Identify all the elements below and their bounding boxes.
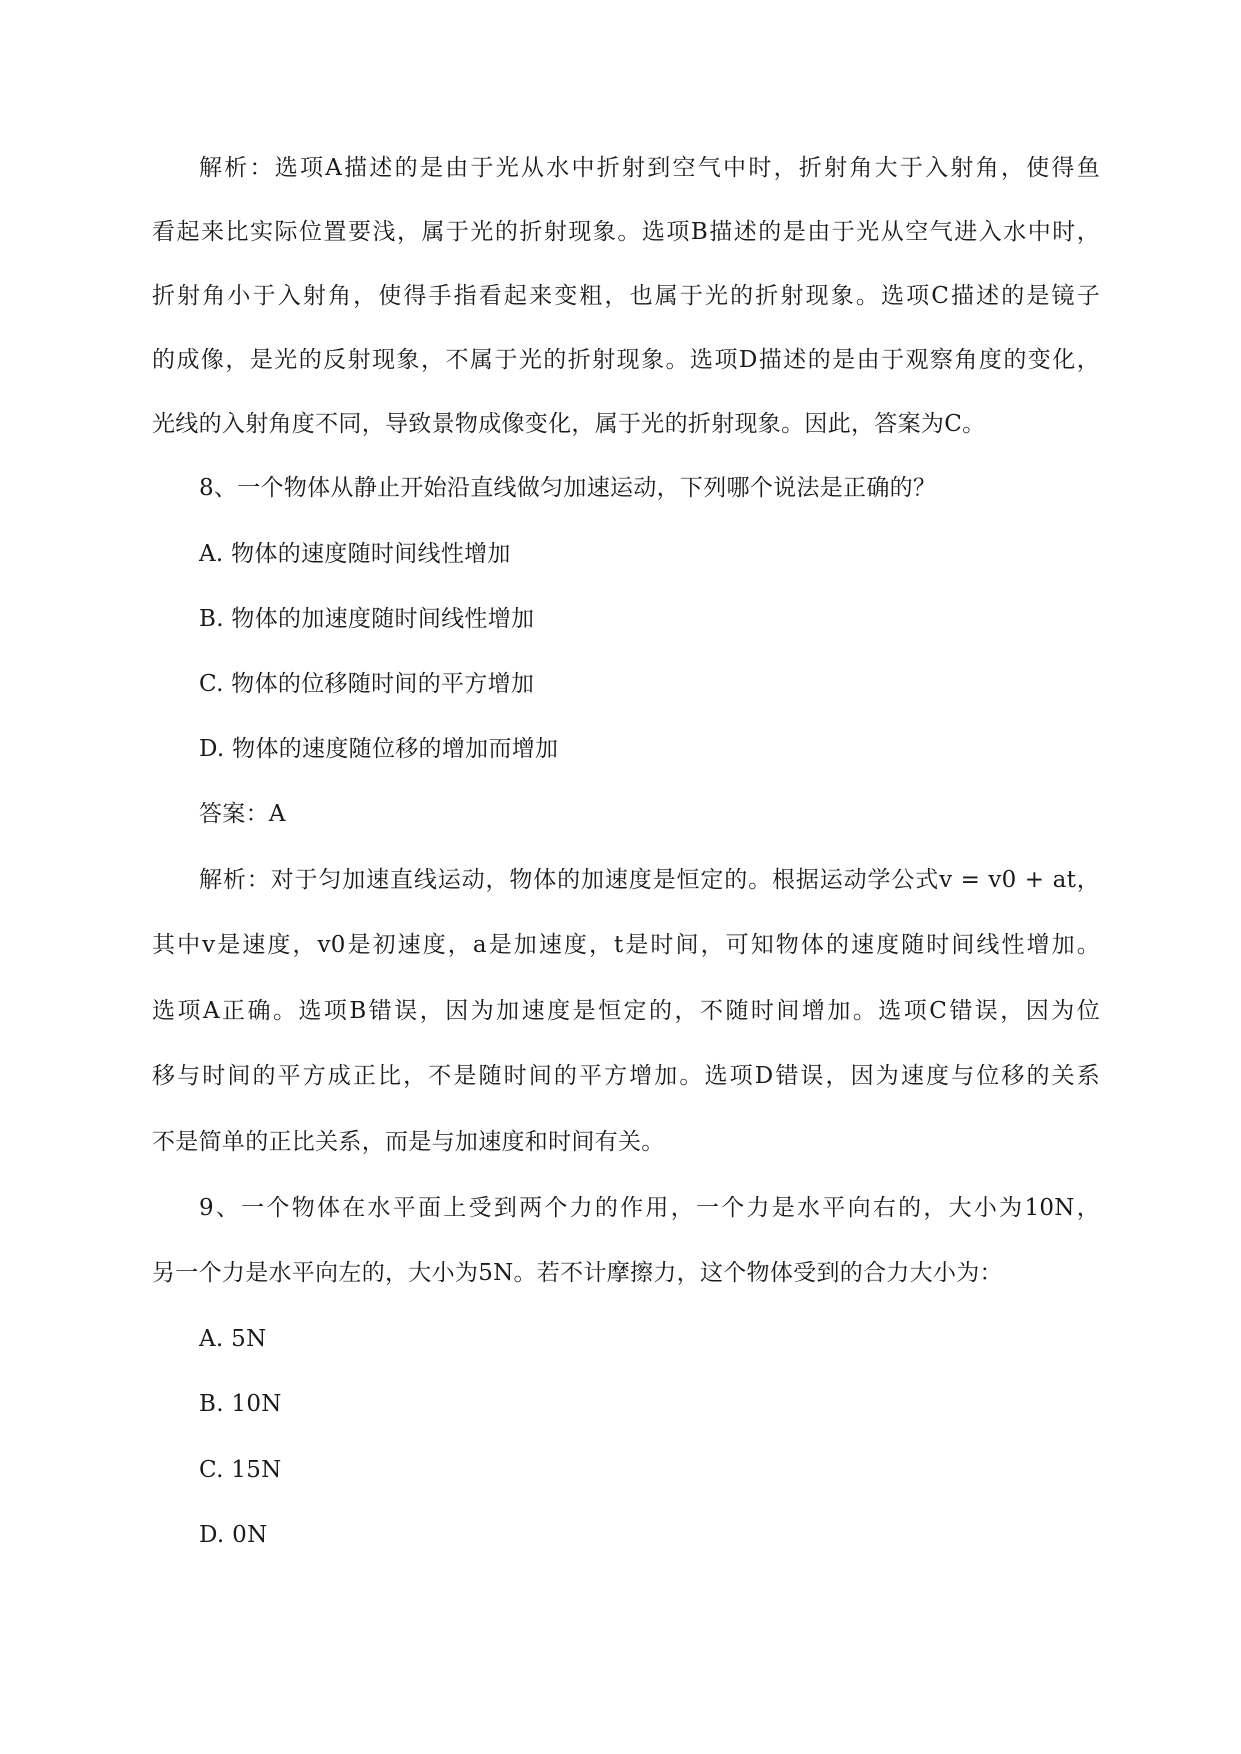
question-8-analysis-line-3: 选项A正确。选项B错误，因为加速度是恒定的，不随时间增加。选项C错误，因为位 xyxy=(152,998,1100,1024)
analysis-7-line-5: 光线的入射角度不同，导致景物成像变化，属于光的折射现象。因此，答案为C。 xyxy=(152,411,986,437)
question-8-analysis-line-2: 其中v是速度，v0是初速度，a是加速度，t是时间，可知物体的速度随时间线性增加。 xyxy=(152,932,1100,958)
analysis-7-line-3: 折射角小于入射角，使得手指看起来变粗，也属于光的折射现象。选项C描述的是镜子 xyxy=(152,283,1100,309)
question-8-analysis-line-1: 解析：对于匀加速直线运动，物体的加速度是恒定的。根据运动学公式v = v0 + at， xyxy=(199,867,1100,893)
question-8-option-c: C. 物体的位移随时间的平方增加 xyxy=(199,671,535,697)
question-9-stem-line-1: 9、一个物体在水平面上受到两个力的作用，一个力是水平向右的，大小为10N， xyxy=(199,1195,1100,1221)
analysis-7-line-4: 的成像，是光的反射现象，不属于光的折射现象。选项D描述的是由于观察角度的变化， xyxy=(152,347,1100,373)
question-8-option-b: B. 物体的加速度随时间线性增加 xyxy=(199,606,535,632)
question-9-stem-line-2: 另一个力是水平向左的，大小为5N。若不计摩擦力，这个物体受到的合力大小为： xyxy=(152,1260,1003,1286)
question-8-option-d: D. 物体的速度随位移的增加而增加 xyxy=(199,736,559,762)
question-9-option-d: D. 0N xyxy=(199,1522,268,1548)
question-8-analysis-line-5: 不是简单的正比关系，而是与加速度和时间有关。 xyxy=(152,1129,665,1155)
analysis-7-line-1: 解析：选项A描述的是由于光从水中折射到空气中时，折射角大于入射角，使得鱼 xyxy=(199,155,1100,181)
question-9-option-b: B. 10N xyxy=(199,1391,282,1417)
question-8-analysis-line-4: 移与时间的平方成正比，不是随时间的平方增加。选项D错误，因为速度与位移的关系 xyxy=(152,1063,1100,1089)
question-8-option-a: A. 物体的速度随时间线性增加 xyxy=(199,541,511,567)
question-8-stem: 8、一个物体从静止开始沿直线做匀加速运动，下列哪个说法是正确的？ xyxy=(199,475,937,501)
question-8-answer: 答案：A xyxy=(199,801,286,827)
question-9-option-a: A. 5N xyxy=(199,1326,267,1352)
question-9-option-c: C. 15N xyxy=(199,1457,282,1483)
analysis-7-line-2: 看起来比实际位置要浅，属于光的折射现象。选项B描述的是由于光从空气进入水中时， xyxy=(152,219,1100,245)
